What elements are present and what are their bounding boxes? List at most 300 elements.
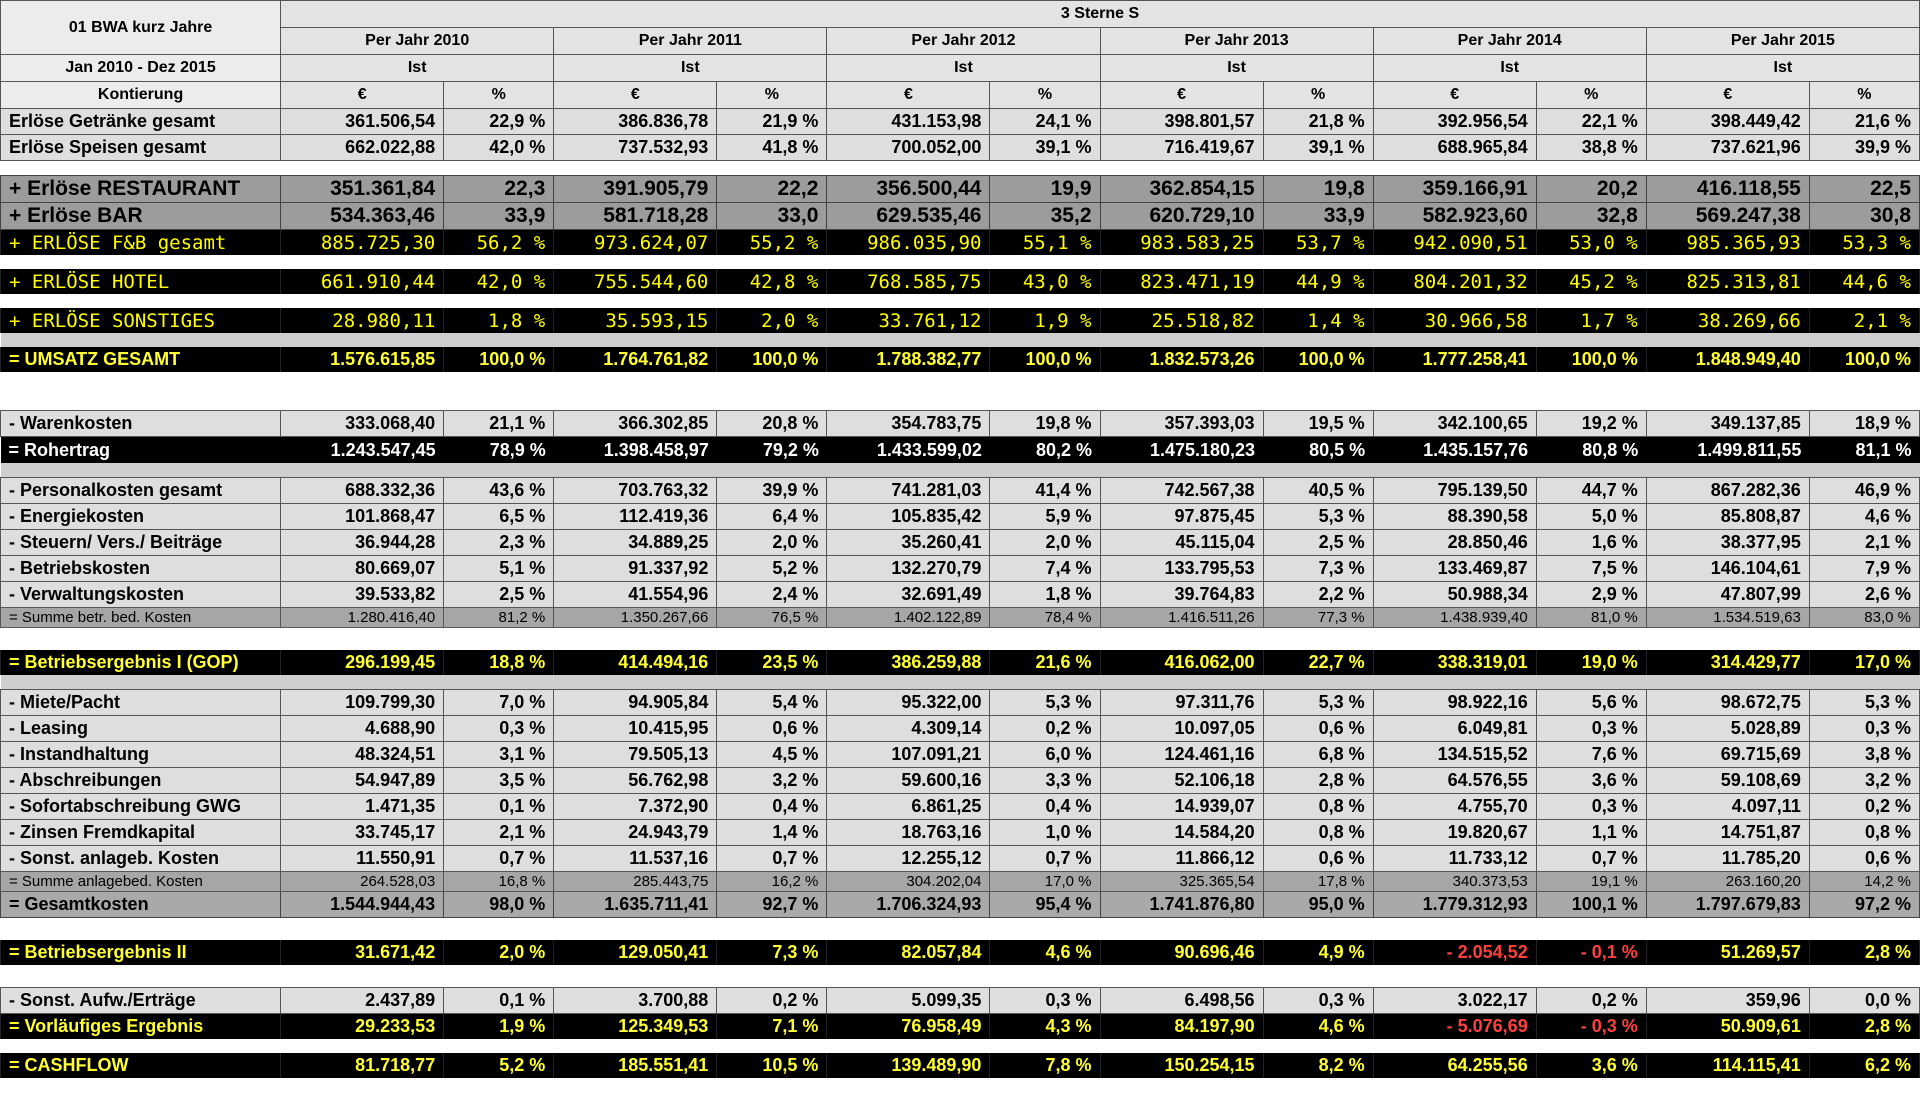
percent-cell: 32,8 [1536, 203, 1646, 230]
amount-cell: 36.944,28 [281, 530, 444, 556]
spacer-row [1, 463, 1920, 478]
amount-cell: 79.505,13 [554, 742, 717, 768]
percent-header: % [444, 82, 554, 109]
percent-cell: 18,9 % [1809, 411, 1919, 437]
percent-cell: 5,9 % [990, 504, 1100, 530]
amount-cell: 4.688,90 [281, 716, 444, 742]
amount-cell: 112.419,36 [554, 504, 717, 530]
row-label: - Betriebskosten [1, 556, 281, 582]
currency-header: € [1373, 82, 1536, 109]
amount-cell: 398.801,57 [1100, 109, 1263, 135]
percent-cell: 19,5 % [1263, 411, 1373, 437]
row-label: = Vorläufiges Ergebnis [1, 1014, 281, 1040]
table-row [1, 768, 1920, 794]
percent-cell: 21,6 % [1809, 109, 1919, 135]
amount-cell: 1.438.939,40 [1373, 608, 1536, 628]
percent-cell: 0,3 % [1536, 794, 1646, 820]
year-header: Per Jahr 2012 [827, 28, 1100, 55]
amount-cell: 105.835,42 [827, 504, 990, 530]
percent-cell: 5,4 % [717, 690, 827, 716]
percent-cell: 78,9 % [444, 437, 554, 464]
amount-cell: 133.469,87 [1373, 556, 1536, 582]
amount-cell: 11.550,91 [281, 846, 444, 872]
percent-cell: 21,1 % [444, 411, 554, 437]
amount-cell: 33.761,12 [827, 308, 990, 333]
percent-cell: 2,1 % [1809, 308, 1919, 333]
row-label: = Rohertrag [1, 437, 281, 464]
percent-cell: 1,8 % [444, 308, 554, 333]
amount-cell: 349.137,85 [1646, 411, 1809, 437]
amount-cell: 4.309,14 [827, 716, 990, 742]
amount-cell: 11.785,20 [1646, 846, 1809, 872]
percent-cell: 0,6 % [717, 716, 827, 742]
period-range: Jan 2010 - Dez 2015 [1, 55, 281, 82]
amount-cell: 737.621,96 [1646, 135, 1809, 161]
amount-cell: 1.576.615,85 [281, 347, 444, 372]
percent-cell: 95,4 % [990, 892, 1100, 918]
percent-cell: 5,6 % [1536, 690, 1646, 716]
table-row [1, 1053, 1920, 1078]
amount-cell: 5.099,35 [827, 988, 990, 1014]
percent-cell: 2,2 % [1263, 582, 1373, 608]
percent-cell: 38,8 % [1536, 135, 1646, 161]
percent-cell: 4,5 % [717, 742, 827, 768]
percent-cell: 83,0 % [1809, 608, 1919, 628]
percent-cell: 19,1 % [1536, 872, 1646, 892]
amount-cell: 1.706.324,93 [827, 892, 990, 918]
amount-cell: 1.635.711,41 [554, 892, 717, 918]
table-row [1, 109, 1920, 135]
amount-cell: 101.868,47 [281, 504, 444, 530]
amount-cell: 942.090,51 [1373, 230, 1536, 256]
row-label: - Miete/Pacht [1, 690, 281, 716]
table-row [1, 308, 1920, 333]
amount-cell: 359,96 [1646, 988, 1809, 1014]
percent-cell: 0,2 % [990, 716, 1100, 742]
amount-cell: 688.332,36 [281, 478, 444, 504]
percent-header: % [1809, 82, 1919, 109]
percent-cell: 97,2 % [1809, 892, 1919, 918]
percent-cell: 23,5 % [717, 650, 827, 675]
spacer-row [1, 161, 1920, 176]
amount-cell: 107.091,21 [827, 742, 990, 768]
table-row [1, 820, 1920, 846]
percent-cell: 2,0 % [990, 530, 1100, 556]
table-row [1, 437, 1920, 464]
percent-cell: 4,9 % [1263, 940, 1373, 965]
amount-cell: 825.313,81 [1646, 269, 1809, 294]
amount-cell: 366.302,85 [554, 411, 717, 437]
spacer-cell [1, 463, 1920, 478]
amount-cell: 356.500,44 [827, 176, 990, 203]
amount-cell: 25.518,82 [1100, 308, 1263, 333]
amount-cell: 24.943,79 [554, 820, 717, 846]
percent-cell: 6,2 % [1809, 1053, 1919, 1078]
percent-cell: 5,3 % [1263, 690, 1373, 716]
amount-cell: 1.797.679,83 [1646, 892, 1809, 918]
row-label: Erlöse Speisen gesamt [1, 135, 281, 161]
percent-cell: 2,4 % [717, 582, 827, 608]
amount-cell: 48.324,51 [281, 742, 444, 768]
amount-cell: 1.435.157,76 [1373, 437, 1536, 464]
percent-cell: 22,9 % [444, 109, 554, 135]
amount-cell: 398.449,42 [1646, 109, 1809, 135]
amount-cell: 150.254,15 [1100, 1053, 1263, 1078]
report-name: 01 BWA kurz Jahre [1, 1, 281, 55]
percent-cell: 2,9 % [1536, 582, 1646, 608]
amount-cell: 1.433.599,02 [827, 437, 990, 464]
percent-cell: 0,2 % [1809, 794, 1919, 820]
percent-cell: 78,4 % [990, 608, 1100, 628]
spacer-row [1, 294, 1920, 308]
percent-cell: 39,9 % [1809, 135, 1919, 161]
percent-cell: 22,2 [717, 176, 827, 203]
percent-header: % [717, 82, 827, 109]
amount-cell: 569.247,38 [1646, 203, 1809, 230]
amount-cell: 1.499.811,55 [1646, 437, 1809, 464]
amount-cell: 629.535,46 [827, 203, 990, 230]
spacer-cell [1, 161, 1920, 176]
percent-cell: 5,2 % [444, 1053, 554, 1078]
amount-cell: 1.280.416,40 [281, 608, 444, 628]
row-label: - Sonst. Aufw./Erträge [1, 988, 281, 1014]
row-label: + Erlöse RESTAURANT [1, 176, 281, 203]
amount-cell: 85.808,87 [1646, 504, 1809, 530]
year-header: Per Jahr 2015 [1646, 28, 1919, 55]
percent-cell: 100,1 % [1536, 892, 1646, 918]
table-row [1, 203, 1920, 230]
currency-header: € [554, 82, 717, 109]
percent-cell: 22,5 [1809, 176, 1919, 203]
percent-header: % [1263, 82, 1373, 109]
row-label: - Abschreibungen [1, 768, 281, 794]
amount-cell: - 5.076,69 [1373, 1014, 1536, 1040]
amount-cell: 534.363,46 [281, 203, 444, 230]
percent-cell: 6,0 % [990, 742, 1100, 768]
spacer-row [1, 965, 1920, 988]
amount-cell: 109.799,30 [281, 690, 444, 716]
amount-cell: 29.233,53 [281, 1014, 444, 1040]
percent-cell: 19,0 % [1536, 650, 1646, 675]
amount-cell: 98.672,75 [1646, 690, 1809, 716]
percent-cell: 5,3 % [1809, 690, 1919, 716]
amount-cell: 662.022,88 [281, 135, 444, 161]
amount-cell: 431.153,98 [827, 109, 990, 135]
amount-cell: 416.118,55 [1646, 176, 1809, 203]
currency-header: € [1100, 82, 1263, 109]
amount-cell: 95.322,00 [827, 690, 990, 716]
amount-cell: 361.506,54 [281, 109, 444, 135]
table-row [1, 504, 1920, 530]
percent-cell: - 0,3 % [1536, 1014, 1646, 1040]
row-label: + ERLÖSE SONSTIGES [1, 308, 281, 333]
account-label: Kontierung [1, 82, 281, 109]
percent-cell: 1,1 % [1536, 820, 1646, 846]
percent-cell: 3,3 % [990, 768, 1100, 794]
amount-cell: 134.515,52 [1373, 742, 1536, 768]
amount-cell: 34.889,25 [554, 530, 717, 556]
percent-cell: - 0,1 % [1536, 940, 1646, 965]
amount-cell: 338.319,01 [1373, 650, 1536, 675]
row-label: - Energiekosten [1, 504, 281, 530]
table-row [1, 608, 1920, 628]
percent-cell: 2,6 % [1809, 582, 1919, 608]
percent-cell: 0,3 % [444, 716, 554, 742]
spacer-cell [1, 965, 1920, 988]
percent-cell: 41,8 % [717, 135, 827, 161]
percent-cell: 5,2 % [717, 556, 827, 582]
amount-cell: 1.544.944,43 [281, 892, 444, 918]
percent-cell: 100,0 % [1809, 347, 1919, 372]
percent-cell: 20,8 % [717, 411, 827, 437]
amount-cell: 35.260,41 [827, 530, 990, 556]
percent-cell: 0,6 % [1263, 716, 1373, 742]
amount-cell: 703.763,32 [554, 478, 717, 504]
table-row [1, 135, 1920, 161]
percent-cell: 44,7 % [1536, 478, 1646, 504]
amount-cell: 1.534.519,63 [1646, 608, 1809, 628]
year-header: Per Jahr 2010 [281, 28, 554, 55]
percent-header: % [990, 82, 1100, 109]
spacer-row [1, 918, 1920, 941]
row-label: - Personalkosten gesamt [1, 478, 281, 504]
amount-cell: 139.489,90 [827, 1053, 990, 1078]
amount-cell: 146.104,61 [1646, 556, 1809, 582]
amount-cell: 88.390,58 [1373, 504, 1536, 530]
table-row [1, 1014, 1920, 1040]
amount-cell: 28.980,11 [281, 308, 444, 333]
percent-cell: 3,6 % [1536, 768, 1646, 794]
percent-cell: 1,9 % [444, 1014, 554, 1040]
amount-cell: 18.763,16 [827, 820, 990, 846]
amount-cell: 333.068,40 [281, 411, 444, 437]
amount-cell: 1.475.180,23 [1100, 437, 1263, 464]
percent-cell: 1,4 % [717, 820, 827, 846]
amount-cell: 39.764,83 [1100, 582, 1263, 608]
percent-cell: 0,3 % [1809, 716, 1919, 742]
percent-cell: 3,2 % [1809, 768, 1919, 794]
percent-cell: 92,7 % [717, 892, 827, 918]
amount-cell: 342.100,65 [1373, 411, 1536, 437]
percent-cell: 43,0 % [990, 269, 1100, 294]
amount-cell: 19.820,67 [1373, 820, 1536, 846]
amount-cell: 285.443,75 [554, 872, 717, 892]
percent-cell: 7,5 % [1536, 556, 1646, 582]
percent-cell: 0,6 % [1263, 846, 1373, 872]
amount-cell: 1.788.382,77 [827, 347, 990, 372]
amount-cell: 38.269,66 [1646, 308, 1809, 333]
percent-cell: 7,3 % [717, 940, 827, 965]
amount-cell: 14.584,20 [1100, 820, 1263, 846]
percent-cell: 44,6 % [1809, 269, 1919, 294]
percent-cell: 33,9 [444, 203, 554, 230]
percent-cell: 76,5 % [717, 608, 827, 628]
percent-cell: 2,0 % [717, 530, 827, 556]
row-label: = Betriebsergebnis II [1, 940, 281, 965]
amount-cell: 98.922,16 [1373, 690, 1536, 716]
amount-cell: 737.532,93 [554, 135, 717, 161]
amount-cell: 357.393,03 [1100, 411, 1263, 437]
amount-cell: 1.764.761,82 [554, 347, 717, 372]
percent-cell: 95,0 % [1263, 892, 1373, 918]
amount-cell: 47.807,99 [1646, 582, 1809, 608]
percent-cell: 42,8 % [717, 269, 827, 294]
amount-cell: 340.373,53 [1373, 872, 1536, 892]
amount-cell: 983.583,25 [1100, 230, 1263, 256]
table-row [1, 530, 1920, 556]
percent-cell: 1,0 % [990, 820, 1100, 846]
percent-cell: 100,0 % [990, 347, 1100, 372]
amount-cell: 76.958,49 [827, 1014, 990, 1040]
amount-cell: 51.269,57 [1646, 940, 1809, 965]
amount-cell: 1.779.312,93 [1373, 892, 1536, 918]
amount-cell: 263.160,20 [1646, 872, 1809, 892]
percent-cell: 45,2 % [1536, 269, 1646, 294]
spacer-cell [1, 918, 1920, 941]
amount-cell: 11.537,16 [554, 846, 717, 872]
percent-cell: 4,3 % [990, 1014, 1100, 1040]
ist-header: Ist [281, 55, 554, 82]
table-row [1, 988, 1920, 1014]
table-body [1, 109, 1920, 1079]
percent-cell: 6,8 % [1263, 742, 1373, 768]
percent-cell: 81,2 % [444, 608, 554, 628]
row-label: Erlöse Getränke gesamt [1, 109, 281, 135]
amount-cell: 264.528,03 [281, 872, 444, 892]
row-label: - Sofortabschreibung GWG [1, 794, 281, 820]
percent-cell: 3,1 % [444, 742, 554, 768]
amount-cell: 1.243.547,45 [281, 437, 444, 464]
percent-cell: 42,0 % [444, 269, 554, 294]
amount-cell: 1.832.573,26 [1100, 347, 1263, 372]
percent-cell: 43,6 % [444, 478, 554, 504]
spacer-cell [1, 675, 1920, 690]
amount-cell: 81.718,77 [281, 1053, 444, 1078]
percent-cell: 1,7 % [1536, 308, 1646, 333]
percent-cell: 17,8 % [1263, 872, 1373, 892]
percent-cell: 24,1 % [990, 109, 1100, 135]
table-row [1, 846, 1920, 872]
amount-cell: - 2.054,52 [1373, 940, 1536, 965]
amount-cell: 296.199,45 [281, 650, 444, 675]
year-header: Per Jahr 2013 [1100, 28, 1373, 55]
percent-cell: 2,8 % [1809, 1014, 1919, 1040]
percent-cell: 21,8 % [1263, 109, 1373, 135]
row-label: = UMSATZ GESAMT [1, 347, 281, 372]
amount-cell: 28.850,46 [1373, 530, 1536, 556]
percent-cell: 7,1 % [717, 1014, 827, 1040]
row-label: - Instandhaltung [1, 742, 281, 768]
amount-cell: 304.202,04 [827, 872, 990, 892]
percent-cell: 2,1 % [1809, 530, 1919, 556]
amount-cell: 1.848.949,40 [1646, 347, 1809, 372]
percent-header: % [1536, 82, 1646, 109]
amount-cell: 414.494,16 [554, 650, 717, 675]
percent-cell: 39,1 % [990, 135, 1100, 161]
percent-cell: 0,4 % [717, 794, 827, 820]
amount-cell: 768.585,75 [827, 269, 990, 294]
percent-cell: 0,7 % [717, 846, 827, 872]
amount-cell: 50.988,34 [1373, 582, 1536, 608]
amount-cell: 6.049,81 [1373, 716, 1536, 742]
percent-cell: 7,3 % [1263, 556, 1373, 582]
percent-cell: 39,9 % [717, 478, 827, 504]
amount-cell: 82.057,84 [827, 940, 990, 965]
percent-cell: 3,6 % [1536, 1053, 1646, 1078]
row-label: + Erlöse BAR [1, 203, 281, 230]
ist-header: Ist [827, 55, 1100, 82]
amount-cell: 64.255,56 [1373, 1053, 1536, 1078]
amount-cell: 986.035,90 [827, 230, 990, 256]
amount-cell: 1.402.122,89 [827, 608, 990, 628]
amount-cell: 742.567,38 [1100, 478, 1263, 504]
amount-cell: 386.259,88 [827, 650, 990, 675]
row-label: - Leasing [1, 716, 281, 742]
amount-cell: 804.201,32 [1373, 269, 1536, 294]
percent-cell: 2,3 % [444, 530, 554, 556]
percent-cell: 2,1 % [444, 820, 554, 846]
amount-cell: 132.270,79 [827, 556, 990, 582]
percent-cell: 30,8 [1809, 203, 1919, 230]
table-row [1, 650, 1920, 675]
amount-cell: 5.028,89 [1646, 716, 1809, 742]
amount-cell: 69.715,69 [1646, 742, 1809, 768]
amount-cell: 823.471,19 [1100, 269, 1263, 294]
percent-cell: 79,2 % [717, 437, 827, 464]
row-label: - Steuern/ Vers./ Beiträge [1, 530, 281, 556]
percent-cell: 0,7 % [1536, 846, 1646, 872]
percent-cell: 2,0 % [444, 940, 554, 965]
percent-cell: 0,3 % [1263, 988, 1373, 1014]
percent-cell: 5,3 % [1263, 504, 1373, 530]
amount-cell: 795.139,50 [1373, 478, 1536, 504]
row-label: - Warenkosten [1, 411, 281, 437]
amount-cell: 97.311,76 [1100, 690, 1263, 716]
percent-cell: 55,1 % [990, 230, 1100, 256]
ist-header: Ist [554, 55, 827, 82]
amount-cell: 354.783,75 [827, 411, 990, 437]
percent-cell: 7,0 % [444, 690, 554, 716]
row-label: = Summe betr. bed. Kosten [1, 608, 281, 628]
amount-cell: 362.854,15 [1100, 176, 1263, 203]
percent-cell: 7,8 % [990, 1053, 1100, 1078]
amount-cell: 700.052,00 [827, 135, 990, 161]
amount-cell: 1.350.267,66 [554, 608, 717, 628]
row-label: = CASHFLOW [1, 1053, 281, 1078]
table-row [1, 716, 1920, 742]
amount-cell: 50.909,61 [1646, 1014, 1809, 1040]
table-row [1, 347, 1920, 372]
amount-cell: 10.097,05 [1100, 716, 1263, 742]
table-row [1, 176, 1920, 203]
percent-cell: 33,0 [717, 203, 827, 230]
spacer-cell [1, 628, 1920, 651]
amount-cell: 14.751,87 [1646, 820, 1809, 846]
percent-cell: 5,1 % [444, 556, 554, 582]
percent-cell: 55,2 % [717, 230, 827, 256]
percent-cell: 0,2 % [1536, 988, 1646, 1014]
amount-cell: 314.429,77 [1646, 650, 1809, 675]
currency-header: € [827, 82, 990, 109]
spacer-row [1, 333, 1920, 347]
amount-cell: 973.624,07 [554, 230, 717, 256]
percent-cell: 100,0 % [717, 347, 827, 372]
percent-cell: 100,0 % [1536, 347, 1646, 372]
amount-cell: 94.905,84 [554, 690, 717, 716]
amount-cell: 14.939,07 [1100, 794, 1263, 820]
percent-cell: 39,1 % [1263, 135, 1373, 161]
percent-cell: 16,2 % [717, 872, 827, 892]
